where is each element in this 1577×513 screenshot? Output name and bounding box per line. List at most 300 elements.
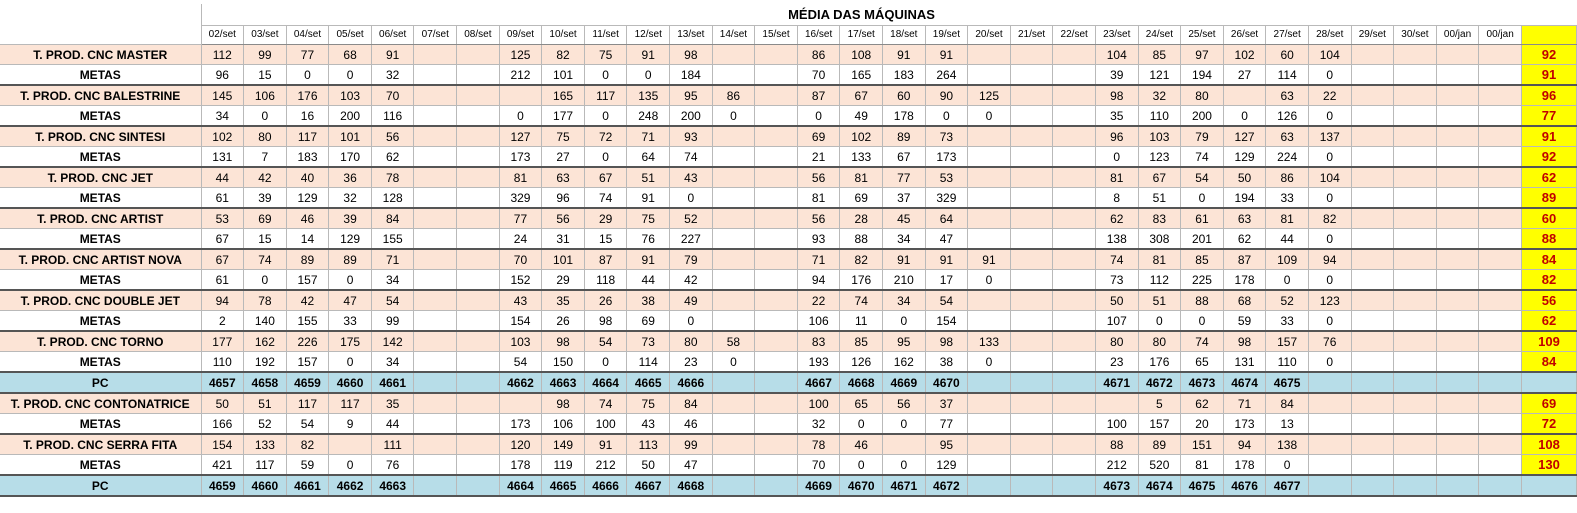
data-cell[interactable]: 128 <box>371 188 414 209</box>
date-header-cell[interactable]: 27/set <box>1266 26 1309 45</box>
data-cell[interactable] <box>1223 85 1266 106</box>
data-cell[interactable] <box>968 147 1011 168</box>
data-cell[interactable]: 194 <box>1181 65 1224 86</box>
data-cell[interactable]: 35 <box>542 290 585 311</box>
date-header-cell[interactable]: 00/jan <box>1479 26 1522 45</box>
data-cell[interactable]: 91 <box>584 434 627 455</box>
data-cell[interactable]: 72 <box>584 126 627 147</box>
row-label[interactable]: METAS <box>0 106 201 127</box>
date-header-cell[interactable]: 24/set <box>1138 26 1181 45</box>
data-cell[interactable] <box>1053 188 1096 209</box>
data-cell[interactable]: 67 <box>840 85 883 106</box>
data-cell[interactable]: 56 <box>797 208 840 229</box>
data-cell[interactable]: 184 <box>670 65 713 86</box>
average-cell[interactable]: 84 <box>1522 249 1577 270</box>
data-cell[interactable]: 71 <box>627 126 670 147</box>
data-cell[interactable]: 91 <box>925 249 968 270</box>
data-cell[interactable] <box>1436 434 1479 455</box>
date-header-cell[interactable]: 00/jan <box>1436 26 1479 45</box>
data-cell[interactable] <box>457 249 500 270</box>
data-cell[interactable]: 4661 <box>371 372 414 393</box>
data-cell[interactable] <box>1436 65 1479 86</box>
data-cell[interactable]: 73 <box>925 126 968 147</box>
data-cell[interactable]: 56 <box>883 393 926 414</box>
data-cell[interactable] <box>1479 167 1522 188</box>
data-cell[interactable]: 91 <box>371 45 414 65</box>
data-cell[interactable]: 104 <box>1308 45 1351 65</box>
data-cell[interactable] <box>1394 229 1437 250</box>
data-cell[interactable] <box>457 167 500 188</box>
data-cell[interactable] <box>968 434 1011 455</box>
data-cell[interactable]: 0 <box>244 106 287 127</box>
data-cell[interactable] <box>1436 455 1479 476</box>
data-cell[interactable]: 93 <box>797 229 840 250</box>
date-header-cell[interactable]: 21/set <box>1010 26 1053 45</box>
data-cell[interactable]: 4659 <box>201 475 244 496</box>
data-cell[interactable]: 37 <box>925 393 968 414</box>
date-header-cell[interactable]: 13/set <box>670 26 713 45</box>
data-cell[interactable]: 114 <box>1266 65 1309 86</box>
data-cell[interactable]: 15 <box>244 65 287 86</box>
data-cell[interactable]: 154 <box>499 311 542 332</box>
row-label[interactable]: T. PROD. CNC BALESTRINE <box>0 85 201 106</box>
data-cell[interactable] <box>1394 147 1437 168</box>
average-cell[interactable]: 130 <box>1522 455 1577 476</box>
average-cell[interactable]: 92 <box>1522 147 1577 168</box>
data-cell[interactable] <box>1351 352 1394 373</box>
data-cell[interactable]: 77 <box>883 167 926 188</box>
data-cell[interactable]: 133 <box>968 331 1011 352</box>
data-cell[interactable]: 67 <box>201 229 244 250</box>
data-cell[interactable] <box>414 188 457 209</box>
data-cell[interactable]: 177 <box>201 331 244 352</box>
data-cell[interactable]: 165 <box>840 65 883 86</box>
data-cell[interactable]: 140 <box>244 311 287 332</box>
data-cell[interactable] <box>755 331 798 352</box>
data-cell[interactable] <box>968 208 1011 229</box>
average-cell[interactable]: 109 <box>1522 331 1577 352</box>
data-cell[interactable]: 4663 <box>371 475 414 496</box>
data-cell[interactable]: 100 <box>797 393 840 414</box>
data-cell[interactable] <box>1010 85 1053 106</box>
data-cell[interactable]: 75 <box>627 208 670 229</box>
data-cell[interactable] <box>1479 126 1522 147</box>
data-cell[interactable]: 81 <box>840 167 883 188</box>
data-cell[interactable] <box>968 229 1011 250</box>
data-cell[interactable]: 98 <box>925 331 968 352</box>
data-cell[interactable] <box>712 208 755 229</box>
data-cell[interactable]: 81 <box>1181 455 1224 476</box>
data-cell[interactable]: 200 <box>670 106 713 127</box>
data-cell[interactable]: 4673 <box>1181 372 1224 393</box>
average-cell[interactable]: 60 <box>1522 208 1577 229</box>
data-cell[interactable] <box>1436 188 1479 209</box>
data-cell[interactable]: 20 <box>1181 414 1224 435</box>
data-cell[interactable] <box>1479 331 1522 352</box>
data-cell[interactable]: 56 <box>371 126 414 147</box>
data-cell[interactable] <box>1010 290 1053 311</box>
data-cell[interactable]: 101 <box>329 126 372 147</box>
data-cell[interactable]: 4673 <box>1095 475 1138 496</box>
data-cell[interactable] <box>968 475 1011 496</box>
data-cell[interactable]: 81 <box>797 188 840 209</box>
data-cell[interactable] <box>1436 45 1479 65</box>
data-cell[interactable] <box>1436 147 1479 168</box>
data-cell[interactable]: 65 <box>1181 352 1224 373</box>
data-cell[interactable]: 84 <box>670 393 713 414</box>
data-cell[interactable]: 212 <box>1095 455 1138 476</box>
data-cell[interactable] <box>1479 455 1522 476</box>
data-cell[interactable]: 4665 <box>542 475 585 496</box>
data-cell[interactable] <box>1095 393 1138 414</box>
data-cell[interactable]: 0 <box>925 106 968 127</box>
date-header-cell[interactable]: 22/set <box>1053 26 1096 45</box>
data-cell[interactable] <box>755 270 798 291</box>
data-cell[interactable] <box>1308 393 1351 414</box>
data-cell[interactable] <box>457 188 500 209</box>
data-cell[interactable] <box>414 270 457 291</box>
data-cell[interactable]: 154 <box>201 434 244 455</box>
data-cell[interactable] <box>1479 352 1522 373</box>
data-cell[interactable]: 44 <box>371 414 414 435</box>
data-cell[interactable]: 33 <box>329 311 372 332</box>
data-cell[interactable]: 4670 <box>925 372 968 393</box>
data-cell[interactable] <box>1394 331 1437 352</box>
data-cell[interactable]: 162 <box>244 331 287 352</box>
data-cell[interactable]: 26 <box>542 311 585 332</box>
data-cell[interactable]: 98 <box>1223 331 1266 352</box>
data-cell[interactable] <box>1436 290 1479 311</box>
data-cell[interactable]: 74 <box>1181 147 1224 168</box>
data-cell[interactable] <box>1436 85 1479 106</box>
date-header-cell[interactable]: 19/set <box>925 26 968 45</box>
data-cell[interactable]: 0 <box>1181 188 1224 209</box>
data-cell[interactable]: 95 <box>883 331 926 352</box>
data-cell[interactable]: 0 <box>1308 229 1351 250</box>
data-cell[interactable] <box>1351 475 1394 496</box>
data-cell[interactable] <box>755 393 798 414</box>
data-cell[interactable]: 129 <box>329 229 372 250</box>
data-cell[interactable] <box>1479 475 1522 496</box>
row-label[interactable]: METAS <box>0 229 201 250</box>
data-cell[interactable]: 0 <box>1181 311 1224 332</box>
date-header-cell[interactable]: 26/set <box>1223 26 1266 45</box>
data-cell[interactable]: 4661 <box>286 475 329 496</box>
data-cell[interactable]: 32 <box>329 188 372 209</box>
data-cell[interactable]: 49 <box>670 290 713 311</box>
date-header-cell[interactable]: 16/set <box>797 26 840 45</box>
date-header-cell[interactable]: 17/set <box>840 26 883 45</box>
data-cell[interactable] <box>1436 393 1479 414</box>
data-cell[interactable]: 123 <box>1138 147 1181 168</box>
data-cell[interactable]: 226 <box>286 331 329 352</box>
data-cell[interactable]: 4659 <box>286 372 329 393</box>
data-cell[interactable]: 96 <box>1095 126 1138 147</box>
average-header-cell[interactable] <box>1522 26 1577 45</box>
data-cell[interactable]: 308 <box>1138 229 1181 250</box>
data-cell[interactable]: 99 <box>244 45 287 65</box>
data-cell[interactable]: 98 <box>542 393 585 414</box>
data-cell[interactable]: 0 <box>797 106 840 127</box>
data-cell[interactable]: 0 <box>584 352 627 373</box>
data-cell[interactable]: 225 <box>1181 270 1224 291</box>
date-header-cell[interactable]: 30/set <box>1394 26 1437 45</box>
data-cell[interactable]: 95 <box>925 434 968 455</box>
data-cell[interactable]: 150 <box>542 352 585 373</box>
data-cell[interactable] <box>1479 270 1522 291</box>
data-cell[interactable]: 0 <box>1223 106 1266 127</box>
row-label[interactable]: METAS <box>0 414 201 435</box>
data-cell[interactable]: 176 <box>1138 352 1181 373</box>
data-cell[interactable]: 131 <box>1223 352 1266 373</box>
data-cell[interactable]: 4667 <box>797 372 840 393</box>
data-cell[interactable] <box>457 229 500 250</box>
row-label[interactable]: METAS <box>0 352 201 373</box>
data-cell[interactable]: 4657 <box>201 372 244 393</box>
data-cell[interactable] <box>1308 434 1351 455</box>
data-cell[interactable] <box>414 45 457 65</box>
data-cell[interactable]: 212 <box>584 455 627 476</box>
data-cell[interactable]: 81 <box>1266 208 1309 229</box>
data-cell[interactable]: 27 <box>1223 65 1266 86</box>
data-cell[interactable]: 63 <box>1223 208 1266 229</box>
date-header-cell[interactable]: 05/set <box>329 26 372 45</box>
row-label[interactable]: T. PROD. CNC ARTIST <box>0 208 201 229</box>
data-cell[interactable]: 0 <box>670 188 713 209</box>
data-cell[interactable]: 46 <box>840 434 883 455</box>
data-cell[interactable]: 173 <box>499 414 542 435</box>
data-cell[interactable]: 84 <box>1266 393 1309 414</box>
data-cell[interactable]: 62 <box>371 147 414 168</box>
data-cell[interactable]: 166 <box>201 414 244 435</box>
average-cell[interactable]: 108 <box>1522 434 1577 455</box>
data-cell[interactable] <box>712 249 755 270</box>
data-cell[interactable] <box>1479 65 1522 86</box>
data-cell[interactable]: 38 <box>925 352 968 373</box>
data-cell[interactable]: 54 <box>371 290 414 311</box>
data-cell[interactable] <box>755 188 798 209</box>
data-cell[interactable]: 54 <box>286 414 329 435</box>
data-cell[interactable]: 0 <box>968 106 1011 127</box>
data-cell[interactable]: 157 <box>1266 331 1309 352</box>
data-cell[interactable]: 39 <box>244 188 287 209</box>
average-cell[interactable]: 69 <box>1522 393 1577 414</box>
data-cell[interactable]: 78 <box>371 167 414 188</box>
data-cell[interactable]: 9 <box>329 414 372 435</box>
data-cell[interactable] <box>968 311 1011 332</box>
data-cell[interactable] <box>1053 372 1096 393</box>
data-cell[interactable] <box>1351 85 1394 106</box>
data-cell[interactable]: 0 <box>1138 311 1181 332</box>
data-cell[interactable] <box>499 85 542 106</box>
data-cell[interactable]: 71 <box>1223 393 1266 414</box>
data-cell[interactable]: 0 <box>1308 270 1351 291</box>
data-cell[interactable]: 63 <box>542 167 585 188</box>
data-cell[interactable]: 47 <box>329 290 372 311</box>
data-cell[interactable]: 0 <box>329 455 372 476</box>
data-cell[interactable]: 44 <box>201 167 244 188</box>
data-cell[interactable]: 75 <box>627 393 670 414</box>
data-cell[interactable]: 44 <box>627 270 670 291</box>
data-cell[interactable] <box>1010 372 1053 393</box>
data-cell[interactable]: 104 <box>1308 167 1351 188</box>
data-cell[interactable] <box>1010 311 1053 332</box>
data-cell[interactable]: 0 <box>329 270 372 291</box>
data-cell[interactable]: 4660 <box>244 475 287 496</box>
data-cell[interactable]: 64 <box>627 147 670 168</box>
sheet-title[interactable]: MÉDIA DAS MÁQUINAS <box>201 4 1522 26</box>
row-label[interactable]: T. PROD. CNC CONTONATRICE <box>0 393 201 414</box>
data-cell[interactable] <box>1479 45 1522 65</box>
data-cell[interactable]: 31 <box>542 229 585 250</box>
data-cell[interactable]: 67 <box>1138 167 1181 188</box>
data-cell[interactable]: 421 <box>201 455 244 476</box>
data-cell[interactable] <box>499 393 542 414</box>
data-cell[interactable] <box>1053 414 1096 435</box>
average-cell[interactable]: 62 <box>1522 311 1577 332</box>
data-cell[interactable]: 4660 <box>329 372 372 393</box>
data-cell[interactable]: 104 <box>1095 45 1138 65</box>
data-cell[interactable] <box>1479 372 1522 393</box>
average-cell[interactable]: 96 <box>1522 85 1577 106</box>
data-cell[interactable]: 59 <box>286 455 329 476</box>
data-cell[interactable]: 51 <box>627 167 670 188</box>
data-cell[interactable]: 0 <box>627 65 670 86</box>
data-cell[interactable] <box>1053 393 1096 414</box>
row-label[interactable]: METAS <box>0 188 201 209</box>
data-cell[interactable] <box>712 65 755 86</box>
data-cell[interactable]: 89 <box>883 126 926 147</box>
data-cell[interactable]: 24 <box>499 229 542 250</box>
data-cell[interactable]: 95 <box>670 85 713 106</box>
data-cell[interactable] <box>1053 290 1096 311</box>
data-cell[interactable] <box>457 147 500 168</box>
data-cell[interactable] <box>414 147 457 168</box>
data-cell[interactable]: 138 <box>1266 434 1309 455</box>
data-cell[interactable] <box>457 475 500 496</box>
data-cell[interactable] <box>1351 331 1394 352</box>
data-cell[interactable]: 32 <box>371 65 414 86</box>
row-label[interactable]: T. PROD. CNC SINTESI <box>0 126 201 147</box>
data-cell[interactable]: 107 <box>1095 311 1138 332</box>
data-cell[interactable]: 51 <box>1138 188 1181 209</box>
data-cell[interactable]: 61 <box>201 188 244 209</box>
data-cell[interactable] <box>712 188 755 209</box>
data-cell[interactable] <box>1053 229 1096 250</box>
data-cell[interactable]: 0 <box>968 270 1011 291</box>
data-cell[interactable] <box>457 106 500 127</box>
data-cell[interactable] <box>1010 167 1053 188</box>
data-cell[interactable] <box>968 393 1011 414</box>
data-cell[interactable]: 82 <box>1308 208 1351 229</box>
data-cell[interactable]: 149 <box>542 434 585 455</box>
data-cell[interactable]: 112 <box>201 45 244 65</box>
data-cell[interactable]: 59 <box>1223 311 1266 332</box>
data-cell[interactable]: 54 <box>925 290 968 311</box>
row-label[interactable]: METAS <box>0 311 201 332</box>
row-label[interactable]: T. PROD. CNC JET <box>0 167 201 188</box>
data-cell[interactable] <box>1010 270 1053 291</box>
data-cell[interactable]: 87 <box>584 249 627 270</box>
data-cell[interactable] <box>1308 455 1351 476</box>
data-cell[interactable] <box>755 147 798 168</box>
data-cell[interactable] <box>755 372 798 393</box>
date-header-cell[interactable]: 15/set <box>755 26 798 45</box>
row-label[interactable]: PC <box>0 475 201 496</box>
data-cell[interactable]: 50 <box>201 393 244 414</box>
date-header-cell[interactable]: 11/set <box>584 26 627 45</box>
data-cell[interactable]: 67 <box>201 249 244 270</box>
data-cell[interactable]: 87 <box>797 85 840 106</box>
data-cell[interactable]: 77 <box>499 208 542 229</box>
data-cell[interactable] <box>1394 45 1437 65</box>
data-cell[interactable]: 117 <box>329 393 372 414</box>
data-cell[interactable]: 17 <box>925 270 968 291</box>
row-label[interactable]: T. PROD. CNC ARTIST NOVA <box>0 249 201 270</box>
data-cell[interactable] <box>1351 270 1394 291</box>
data-cell[interactable]: 80 <box>1095 331 1138 352</box>
data-cell[interactable]: 32 <box>797 414 840 435</box>
data-cell[interactable] <box>1394 208 1437 229</box>
data-cell[interactable]: 91 <box>925 45 968 65</box>
data-cell[interactable]: 98 <box>1095 85 1138 106</box>
data-cell[interactable] <box>1394 249 1437 270</box>
data-cell[interactable] <box>1436 331 1479 352</box>
data-cell[interactable]: 4662 <box>329 475 372 496</box>
data-cell[interactable] <box>1351 290 1394 311</box>
data-cell[interactable]: 0 <box>1095 147 1138 168</box>
data-cell[interactable]: 78 <box>797 434 840 455</box>
data-cell[interactable] <box>457 331 500 352</box>
data-cell[interactable]: 173 <box>925 147 968 168</box>
data-cell[interactable]: 52 <box>244 414 287 435</box>
data-cell[interactable]: 45 <box>883 208 926 229</box>
data-cell[interactable] <box>755 208 798 229</box>
data-cell[interactable]: 110 <box>201 352 244 373</box>
data-cell[interactable] <box>755 45 798 65</box>
data-cell[interactable]: 4675 <box>1181 475 1224 496</box>
data-cell[interactable]: 85 <box>1181 249 1224 270</box>
data-cell[interactable]: 106 <box>797 311 840 332</box>
data-cell[interactable]: 74 <box>1181 331 1224 352</box>
data-cell[interactable] <box>1010 249 1053 270</box>
data-cell[interactable]: 34 <box>883 290 926 311</box>
data-cell[interactable]: 46 <box>286 208 329 229</box>
data-cell[interactable] <box>1394 106 1437 127</box>
data-cell[interactable]: 112 <box>1138 270 1181 291</box>
data-cell[interactable]: 50 <box>1095 290 1138 311</box>
data-cell[interactable]: 71 <box>371 249 414 270</box>
data-cell[interactable]: 4662 <box>499 372 542 393</box>
average-cell[interactable]: 82 <box>1522 270 1577 291</box>
data-cell[interactable] <box>1053 147 1096 168</box>
data-cell[interactable] <box>1436 229 1479 250</box>
data-cell[interactable]: 0 <box>1308 352 1351 373</box>
data-cell[interactable]: 97 <box>1181 45 1224 65</box>
data-cell[interactable]: 4664 <box>499 475 542 496</box>
row-label[interactable]: METAS <box>0 455 201 476</box>
data-cell[interactable] <box>1351 455 1394 476</box>
data-cell[interactable] <box>1351 434 1394 455</box>
data-cell[interactable] <box>414 331 457 352</box>
data-cell[interactable] <box>1053 475 1096 496</box>
data-cell[interactable]: 84 <box>371 208 414 229</box>
data-cell[interactable] <box>1053 455 1096 476</box>
data-cell[interactable]: 34 <box>371 352 414 373</box>
data-cell[interactable] <box>968 414 1011 435</box>
date-header-cell[interactable]: 06/set <box>371 26 414 45</box>
data-cell[interactable]: 46 <box>670 414 713 435</box>
